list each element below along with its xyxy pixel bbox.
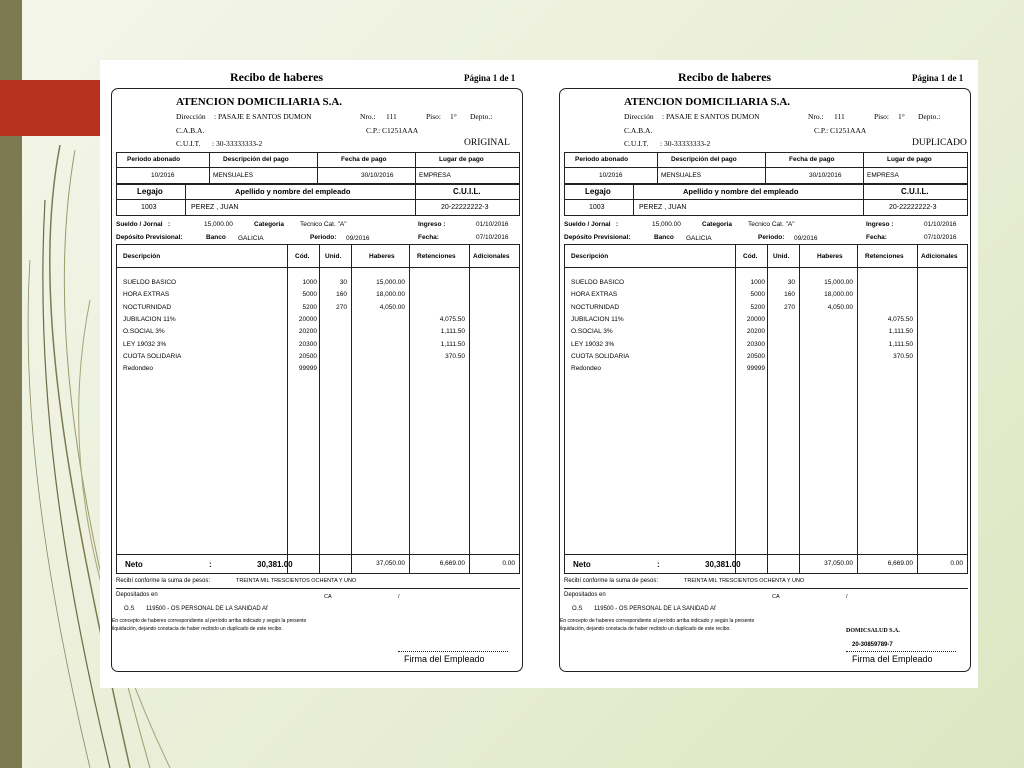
red-accent-block	[0, 80, 100, 136]
item-code: 20300	[298, 340, 317, 348]
cuil-value: 20-22222222-3	[889, 204, 937, 211]
item-units: 160	[336, 291, 347, 299]
col-codigo: Cód.	[743, 253, 758, 260]
item-retenciones: 1,111.50	[440, 328, 465, 336]
recibi-label: Recibí conforme la suma de pesos:	[116, 578, 211, 584]
neto-colon: :	[209, 560, 212, 569]
item-retenciones: 1,111.50	[888, 340, 913, 348]
nro-label: Nro.:	[808, 112, 824, 121]
nro-label: Nro.:	[360, 112, 376, 121]
firma-label: Firma del Empleado	[852, 654, 933, 664]
item-code: 99999	[298, 365, 317, 373]
neto-value: 30,381.00	[257, 560, 293, 569]
item-units: 30	[787, 279, 795, 286]
item-description: JUBILACION 11%	[571, 315, 624, 323]
item-haberes: 15,000.00	[376, 279, 405, 286]
signature-stamp: DOMICSALUD S.A.	[846, 628, 900, 634]
descripcion-value: MENSUALES	[213, 172, 254, 179]
col-fecha-pago: Fecha de pago	[341, 156, 387, 163]
detail-table	[116, 244, 520, 574]
item-description: JUBILACION 11%	[123, 315, 176, 323]
signature-cuit: 20-30859789-7	[852, 642, 893, 648]
footer-divider	[564, 588, 968, 589]
piso-value: 1°	[898, 112, 905, 121]
item-code: 99999	[746, 365, 765, 373]
deposito-label: Depósito Previsional:	[116, 234, 183, 241]
descripcion-value: MENSUALES	[661, 172, 702, 179]
col-periodo: Periodo abonado	[575, 156, 629, 163]
ingreso-value: 01/10/2016	[476, 221, 509, 228]
deposito-label: Depósito Previsional:	[564, 234, 631, 241]
total-adicionales: 0.00	[502, 560, 515, 567]
banco-label: Banco	[206, 234, 226, 241]
employee-table	[564, 184, 968, 216]
col-legajo: Legajo	[585, 187, 611, 196]
item-description: LEY 19032 3%	[571, 340, 615, 348]
depto-label: Depto.:	[470, 112, 493, 121]
employee-name: PEREZ , JUAN	[639, 204, 687, 211]
neto-value: 30,381.00	[705, 560, 741, 569]
signature-line	[398, 651, 508, 653]
col-descripcion: Descripción	[123, 253, 161, 260]
ingreso-label: Ingreso :	[418, 221, 446, 228]
page-number: Página 1 de 1	[912, 73, 964, 83]
legal-line-2: liquidación, dejando constacia de haber recibido un duplicado de este recibo.	[560, 626, 731, 632]
lugar-pago-value: EMPRESA	[419, 172, 451, 179]
cuit-value: : 30-33333333-2	[660, 139, 711, 148]
cuit-value: : 30-33333333-2	[212, 139, 263, 148]
legal-line-2: liquidación, dejando constacia de haber recibido un duplicado de este recibo.	[112, 626, 283, 632]
legajo-value: 1003	[141, 204, 157, 211]
ca-label: CA	[772, 594, 780, 600]
categoria-label: Categoria	[254, 221, 284, 228]
item-description: CUOTA SOLIDARIA	[571, 352, 630, 360]
fecha-label: Fecha:	[866, 234, 887, 241]
sueldo-label: Sueldo / Jornal :	[564, 221, 619, 228]
item-description: HORA EXTRAS	[571, 291, 618, 299]
fecha-pago-value: 30/10/2016	[809, 172, 842, 179]
os-text: 119500 - OS PERSONAL DE LA SANIDAD Af	[146, 606, 268, 612]
item-code: 20500	[298, 352, 317, 360]
ingreso-label: Ingreso :	[866, 221, 894, 228]
item-description: CUOTA SOLIDARIA	[123, 352, 182, 360]
nro-value: 111	[834, 112, 845, 121]
col-adicionales: Adicionales	[921, 253, 958, 260]
os-label: O.S	[124, 606, 135, 612]
cuit-label: C.U.I.T.	[176, 139, 201, 148]
periodo-deposito-value: 09/2016	[794, 235, 818, 242]
address-label: Dirección	[176, 112, 206, 121]
copy-label: DUPLICADO	[912, 138, 967, 148]
slash-mark: /	[398, 594, 400, 600]
col-lugar-pago: Lugar de pago	[439, 156, 484, 163]
fecha-value: 07/10/2016	[476, 234, 509, 241]
item-description: SUELDO BASICO	[123, 279, 177, 286]
col-apellido-nombre: Apellido y nombre del empleado	[683, 187, 799, 196]
copy-label: ORIGINAL	[464, 138, 510, 148]
item-description: LEY 19032 3%	[123, 340, 167, 348]
payment-header-table	[564, 152, 968, 184]
employee-name: PEREZ , JUAN	[191, 204, 239, 211]
col-descripcion-pago: Descripción del pago	[671, 156, 737, 163]
payment-header-table	[116, 152, 520, 184]
depositados-label: Depositados en	[564, 592, 606, 598]
col-haberes: Haberes	[817, 253, 843, 260]
legal-line-1: En concepto de haberes correspondiente al período arriba indicado y según la presente	[560, 618, 755, 624]
cuit-label: C.U.I.T.	[624, 139, 649, 148]
item-code: 5000	[302, 291, 317, 299]
total-haberes: 37,050.00	[824, 560, 853, 567]
col-legajo: Legajo	[137, 187, 163, 196]
item-code: 5000	[750, 291, 765, 299]
item-code: 5200	[750, 303, 765, 311]
city: C.A.B.A.	[176, 126, 205, 135]
col-descripcion: Descripción	[571, 253, 609, 260]
neto-label: Neto	[125, 560, 143, 569]
neto-colon: :	[657, 560, 660, 569]
firma-label: Firma del Empleado	[404, 654, 485, 664]
periodo-label: Periodo:	[310, 234, 337, 241]
address-value: : PASAJE E SANTOS DUMON	[662, 112, 760, 121]
col-lugar-pago: Lugar de pago	[887, 156, 932, 163]
item-code: 5200	[302, 303, 317, 311]
os-label: O.S	[572, 606, 583, 612]
col-unidades: Unid.	[773, 253, 790, 260]
recibi-text: TREINTA MIL TRESCIENTOS OCHENTA Y UNO	[236, 578, 357, 584]
depositados-label: Depositados en	[116, 592, 158, 598]
item-description: NOCTURNIDAD	[123, 303, 172, 311]
col-adicionales: Adicionales	[473, 253, 510, 260]
periodo-value: 10/2016	[599, 172, 623, 179]
categoria-value: Tecnico Cat. "A"	[300, 221, 347, 228]
item-haberes: 18,000.00	[824, 291, 853, 299]
page-number: Página 1 de 1	[464, 73, 516, 83]
item-description: O.SOCIAL 3%	[571, 328, 613, 336]
item-code: 20000	[746, 315, 765, 323]
receipt-duplicate	[556, 60, 976, 688]
item-haberes: 4,050.00	[827, 303, 853, 311]
ca-label: CA	[324, 594, 332, 600]
col-cuil: C.U.I.L.	[901, 187, 929, 196]
receipt-title: Recibo de haberes	[678, 70, 772, 84]
item-description: NOCTURNIDAD	[571, 303, 620, 311]
item-units: 30	[339, 279, 347, 286]
piso-label: Piso:	[874, 112, 890, 121]
col-fecha-pago: Fecha de pago	[789, 156, 835, 163]
company-name: ATENCION DOMICILIARIA S.A.	[176, 96, 343, 108]
item-code: 20200	[746, 328, 765, 336]
item-retenciones: 370.50	[445, 352, 465, 360]
item-description: Redondeo	[571, 365, 601, 373]
postal-code: C.P.: C1251AAA	[366, 126, 419, 135]
neto-label: Neto	[573, 560, 591, 569]
item-code: 20000	[298, 315, 317, 323]
col-haberes: Haberes	[369, 253, 395, 260]
item-units: 270	[336, 303, 347, 311]
item-description: HORA EXTRAS	[123, 291, 170, 299]
signature-line	[846, 651, 956, 653]
item-retenciones: 1,111.50	[440, 340, 465, 348]
item-code: 20200	[298, 328, 317, 336]
receipt-title: Recibo de haberes	[230, 70, 324, 84]
nro-value: 111	[386, 112, 397, 121]
item-retenciones: 1,111.50	[888, 328, 913, 336]
address-value: : PASAJE E SANTOS DUMON	[214, 112, 312, 121]
banco-value: GALICIA	[238, 235, 264, 242]
banco-value: GALICIA	[686, 235, 712, 242]
item-retenciones: 4,075.50	[439, 315, 465, 323]
item-haberes: 18,000.00	[376, 291, 405, 299]
categoria-value: Tecnico Cat. "A"	[748, 221, 795, 228]
piso-value: 1°	[450, 112, 457, 121]
ingreso-value: 01/10/2016	[924, 221, 957, 228]
item-description: SUELDO BASICO	[571, 279, 625, 286]
depto-label: Depto.:	[918, 112, 941, 121]
periodo-value: 10/2016	[151, 172, 175, 179]
recibi-text: TREINTA MIL TRESCIENTOS OCHENTA Y UNO	[684, 578, 805, 584]
item-units: 270	[784, 303, 795, 311]
col-unidades: Unid.	[325, 253, 342, 260]
detail-table	[564, 244, 968, 574]
categoria-label: Categoria	[702, 221, 732, 228]
col-apellido-nombre: Apellido y nombre del empleado	[235, 187, 351, 196]
slide-document	[100, 60, 978, 688]
sueldo-value: 15,000.00	[652, 221, 681, 228]
total-retenciones: 6,669.00	[887, 560, 913, 567]
fecha-label: Fecha:	[418, 234, 439, 241]
totals-row	[564, 554, 968, 574]
col-cuil: C.U.I.L.	[453, 187, 481, 196]
col-periodo: Periodo abonado	[127, 156, 181, 163]
fecha-value: 07/10/2016	[924, 234, 957, 241]
item-code: 1000	[302, 279, 317, 286]
item-haberes: 15,000.00	[824, 279, 853, 286]
city: C.A.B.A.	[624, 126, 653, 135]
col-retenciones: Retenciones	[865, 253, 904, 260]
col-descripcion-pago: Descripción del pago	[223, 156, 289, 163]
item-description: Redondeo	[123, 365, 153, 373]
cuil-value: 20-22222222-3	[441, 204, 489, 211]
fecha-pago-value: 30/10/2016	[361, 172, 394, 179]
receipt-original	[108, 60, 528, 688]
total-retenciones: 6,669.00	[439, 560, 465, 567]
periodo-label: Periodo:	[758, 234, 785, 241]
legajo-value: 1003	[589, 204, 605, 211]
item-code: 20500	[746, 352, 765, 360]
col-codigo: Cód.	[295, 253, 310, 260]
os-text: 119500 - OS PERSONAL DE LA SANIDAD Af	[594, 606, 716, 612]
footer-divider	[116, 588, 520, 589]
item-code: 20300	[746, 340, 765, 348]
company-name: ATENCION DOMICILIARIA S.A.	[624, 96, 791, 108]
totals-row	[116, 554, 520, 574]
lugar-pago-value: EMPRESA	[867, 172, 899, 179]
item-retenciones: 4,075.50	[887, 315, 913, 323]
periodo-deposito-value: 09/2016	[346, 235, 370, 242]
sueldo-value: 15,000.00	[204, 221, 233, 228]
address-label: Dirección	[624, 112, 654, 121]
total-adicionales: 0.00	[950, 560, 963, 567]
item-units: 160	[784, 291, 795, 299]
employee-table	[116, 184, 520, 216]
postal-code: C.P.: C1251AAA	[814, 126, 867, 135]
item-haberes: 4,050.00	[379, 303, 405, 311]
sueldo-label: Sueldo / Jornal :	[116, 221, 171, 228]
col-retenciones: Retenciones	[417, 253, 456, 260]
legal-line-1: En concepto de haberes correspondiente al período arriba indicado y según la presente	[112, 618, 307, 624]
total-haberes: 37,050.00	[376, 560, 405, 567]
piso-label: Piso:	[426, 112, 442, 121]
item-description: O.SOCIAL 3%	[123, 328, 165, 336]
recibi-label: Recibí conforme la suma de pesos:	[564, 578, 659, 584]
banco-label: Banco	[654, 234, 674, 241]
slash-mark: /	[846, 594, 848, 600]
item-code: 1000	[750, 279, 765, 286]
item-retenciones: 370.50	[893, 352, 913, 360]
